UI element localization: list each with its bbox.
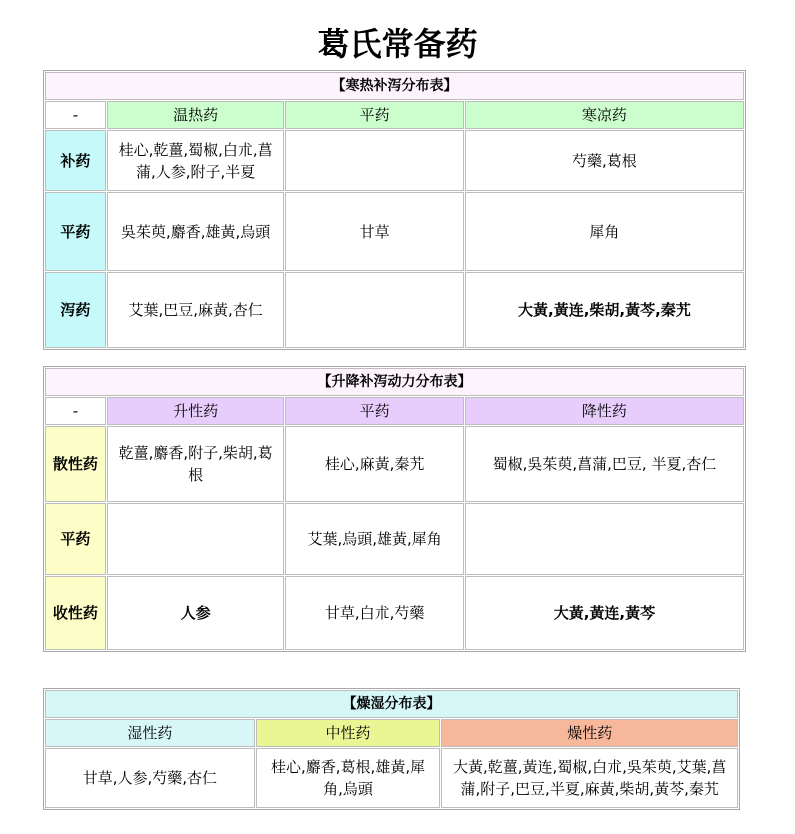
- corner-header: -: [45, 397, 106, 425]
- table-cell: 桂心,麝香,葛根,雄黃,犀角,烏頭: [256, 748, 441, 808]
- table-caption: 【燥湿分布表】: [45, 690, 738, 718]
- dry-damp-distribution-table: [43, 688, 740, 810]
- table-cell: [285, 272, 463, 348]
- table-caption: 【寒热补泻分布表】: [45, 72, 744, 100]
- ascend-descend-distribution-table: [43, 366, 746, 652]
- table-cell: 人参: [107, 576, 284, 650]
- row-header-neutral: 平药: [45, 503, 106, 575]
- table-cell: [107, 503, 284, 575]
- cold-hot-distribution-table: [43, 70, 746, 350]
- table-cell: 蜀椒,吳茱萸,菖蒲,巴豆, 半夏,杏仁: [465, 426, 744, 502]
- table-cell: 吳茱萸,麝香,雄黃,烏頭: [107, 192, 284, 271]
- table-cell: 大黃,黃连,柴胡,黃芩,秦艽: [465, 272, 744, 348]
- table-cell: 桂心,乾薑,蜀椒,白朮,菖蒲,人参,附子,半夏: [107, 130, 284, 191]
- table-cell: 大黃,乾薑,黃连,蜀椒,白朮,吳茱萸,艾葉,菖蒲,附子,巴豆,半夏,麻黃,柴胡,黃芩,秦艽: [441, 748, 738, 808]
- column-header-descending: 降性药: [465, 397, 744, 425]
- column-header-neutral: 中性药: [256, 719, 441, 747]
- table-cell: 艾葉,烏頭,雄黃,犀角: [285, 503, 463, 575]
- column-header-neutral: 平药: [285, 101, 463, 129]
- table-cell: [285, 130, 463, 191]
- column-header-cold: 寒凉药: [465, 101, 744, 129]
- table-cell: 犀角: [465, 192, 744, 271]
- table-cell: 大黃,黃连,黃芩: [465, 576, 744, 650]
- table-cell: 桂心,麻黃,秦艽: [285, 426, 463, 502]
- table-caption: 【升降补泻动力分布表】: [45, 368, 744, 396]
- row-header-astringent: 收性药: [45, 576, 106, 650]
- corner-header: -: [45, 101, 106, 129]
- page-title: 葛氏常备药: [317, 25, 478, 63]
- table-cell: 甘草,白朮,芍藥: [285, 576, 463, 650]
- column-header-damp: 湿性药: [45, 719, 255, 747]
- row-header-dispersing: 散性药: [45, 426, 106, 502]
- column-header-neutral: 平药: [285, 397, 463, 425]
- table-cell: 芍藥,葛根: [465, 130, 744, 191]
- table-cell: 甘草: [285, 192, 463, 271]
- table-cell: 甘草,人参,芍藥,杏仁: [45, 748, 255, 808]
- row-header-neutral: 平药: [45, 192, 106, 271]
- row-header-tonify: 补药: [45, 130, 106, 191]
- column-header-warm: 温热药: [107, 101, 284, 129]
- row-header-purge: 泻药: [45, 272, 106, 348]
- column-header-ascending: 升性药: [107, 397, 284, 425]
- table-cell: [465, 503, 744, 575]
- column-header-dry: 燥性药: [441, 719, 738, 747]
- table-cell: 艾葉,巴豆,麻黃,杏仁: [107, 272, 284, 348]
- table-cell: 乾薑,麝香,附子,柴胡,葛根: [107, 426, 284, 502]
